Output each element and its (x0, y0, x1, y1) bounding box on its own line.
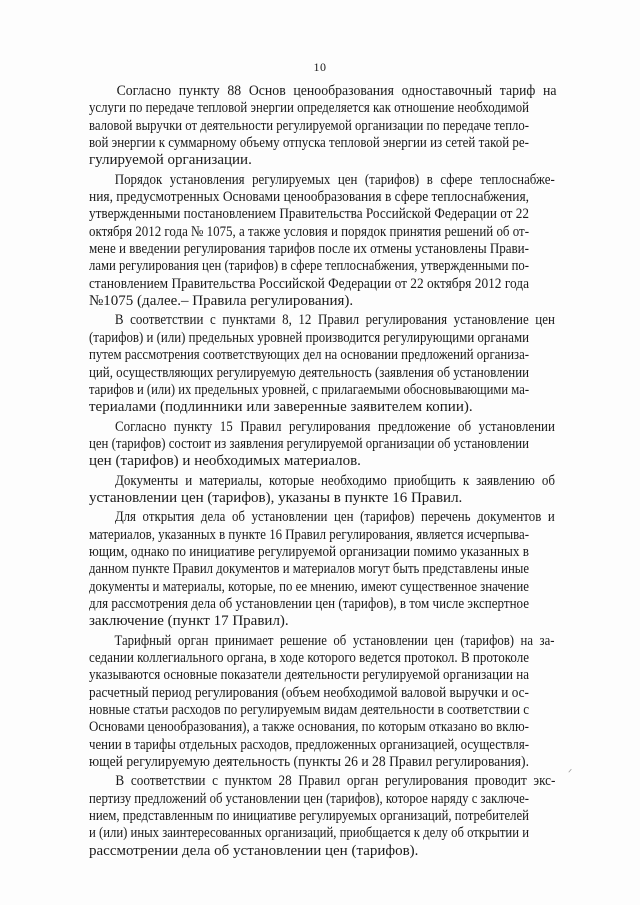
text-line: седании коллегиального органа, в ходе которого ведется протокол. В протоколе (89, 650, 529, 666)
text-line: мене и введении регулирования тарифов после их отмены установлены Прави- (89, 241, 530, 258)
text-line: нием, представленным по инициативе регулируемых организаций, потребителей (89, 808, 529, 825)
text-line: териалами (подлинники или заверенные заявителем копии). (89, 399, 473, 416)
text-line: и (или) иных заинтересованных организаций, приобщается к делу об открытии и (89, 825, 529, 842)
text-line: данном пункте Правил документов и материалов могут быть представлены иные (89, 561, 529, 578)
paragraph (89, 83, 557, 170)
paragraph (89, 418, 555, 471)
paragraph (89, 312, 555, 416)
text-line: материалов, указанных в пункте 16 Правил регулирования, является исчерпыва- (89, 526, 530, 543)
text-line: №1075 (далее.– Правила регулирования). (89, 293, 354, 310)
text-line: ций, осуществляющих регулируемую деятельность (заявления об установлении (89, 364, 530, 381)
text-line: вой энергии к суммарному объему отпуска тепловой энергии из сетей такой ре- (89, 135, 529, 152)
text-line: становлением Правительства Российской Федерации от 22 октября 2012 года (89, 275, 530, 292)
text-line: Основами ценообразования), а также основания, по которым отказано во вклю- (89, 719, 529, 736)
text-line: путем рассмотрения соответствующих дел на основании предложений организа- (89, 347, 530, 364)
text-line: расчетный период регулирования (объем необходимой валовой выручки и ос- (89, 684, 529, 701)
text-line: заключение (пункт 17 Правил). (89, 613, 289, 630)
text-line: Порядок установления регулируемых цен (тарифов) в сфере теплоснабже- (114, 171, 555, 188)
text-line: гулируемой организации. (89, 152, 252, 169)
text-line: для рассмотрения дела об установлении цен (тарифов), в том числе экспертное (89, 595, 530, 612)
text-line: ющим, однако по инициативе регулируемой организации помимо указанных в (89, 543, 529, 560)
text-line: услуги по передаче тепловой энергии определяется как отношение необходимой (89, 100, 530, 117)
text-line: Документы и материалы, которые необходимо приобщить к заявлению об (114, 472, 556, 489)
text-line: цен (тарифов) состоит из заявления регулируемой организации об установлении (89, 435, 530, 452)
text-line: лами регулирования цен (тарифов) в сфере теплоснабжения, утвержденными по- (89, 258, 529, 275)
paragraph (89, 773, 556, 860)
paragraph (89, 472, 556, 508)
text-line: рассмотрении дела об установлении цен (тарифов). (89, 842, 419, 859)
text-line: тарифов и (или) их предельных уровней, с прилагаемыми обосновывающими ма- (89, 381, 530, 398)
text-line: новные статьи расходов по регулируемым видам деятельности в соответствии с (89, 702, 529, 719)
document-body (89, 83, 557, 862)
text-line: валовой выручки от деятельности регулируемой организации по передаче тепло- (89, 117, 529, 134)
text-line: Согласно пункту 15 Правил регулирования предложение об установлении (114, 418, 555, 435)
scan-artifact-mark: ᐟ (568, 768, 573, 779)
text-line: В соответствии с пунктом 28 Правил орган регулирования проводит экс- (115, 773, 556, 790)
paragraph (89, 509, 555, 630)
text-line: Согласно пункту 88 Основ ценообразования одноставочный тариф на (116, 83, 557, 99)
text-line: указываются основные показатели деятельности регулируемой организации на (89, 667, 529, 684)
text-line: ющей регулируемую деятельность (пункты 26 и 28 Правил регулирования). (89, 754, 529, 771)
page-number: 10 (313, 60, 327, 74)
text-line: Для открытия дела об установлении цен (тарифов) перечень документов и (114, 509, 555, 526)
text-line: ния, предусмотренных Основами ценообразования в сфере теплоснабжения, (89, 189, 529, 206)
text-line: установлении цен (тарифов), указаны в пункте 16 Правил. (89, 489, 463, 506)
text-line: (тарифов) и (или) предельных уровней производится регулирующими органами (89, 329, 530, 346)
text-line: пертизу предложений об установлении цен (тарифов), которое наряду с заключе- (89, 790, 529, 807)
text-line: чении в тарифы отдельных расходов, предложенных организацией, осуществля- (89, 736, 530, 753)
text-line: В соответствии с пунктами 8, 12 Правил регулирования установление цен (114, 312, 555, 329)
paragraph (89, 171, 555, 311)
text-line: Тарифный орган принимает решение об установлении цен (тарифов) на за- (114, 632, 555, 649)
text-line: утвержденными постановлением Правительства Российской Федерации от 22 (89, 206, 529, 223)
text-line: октября 2012 года № 1075, а также условия и порядок принятия решений об от- (89, 223, 530, 240)
text-line: документы и материалы, которые, по ее мнению, имеют существенное значение (89, 578, 530, 595)
text-line: цен (тарифов) и необходимых материалов. (89, 453, 361, 470)
paragraph (89, 632, 555, 772)
